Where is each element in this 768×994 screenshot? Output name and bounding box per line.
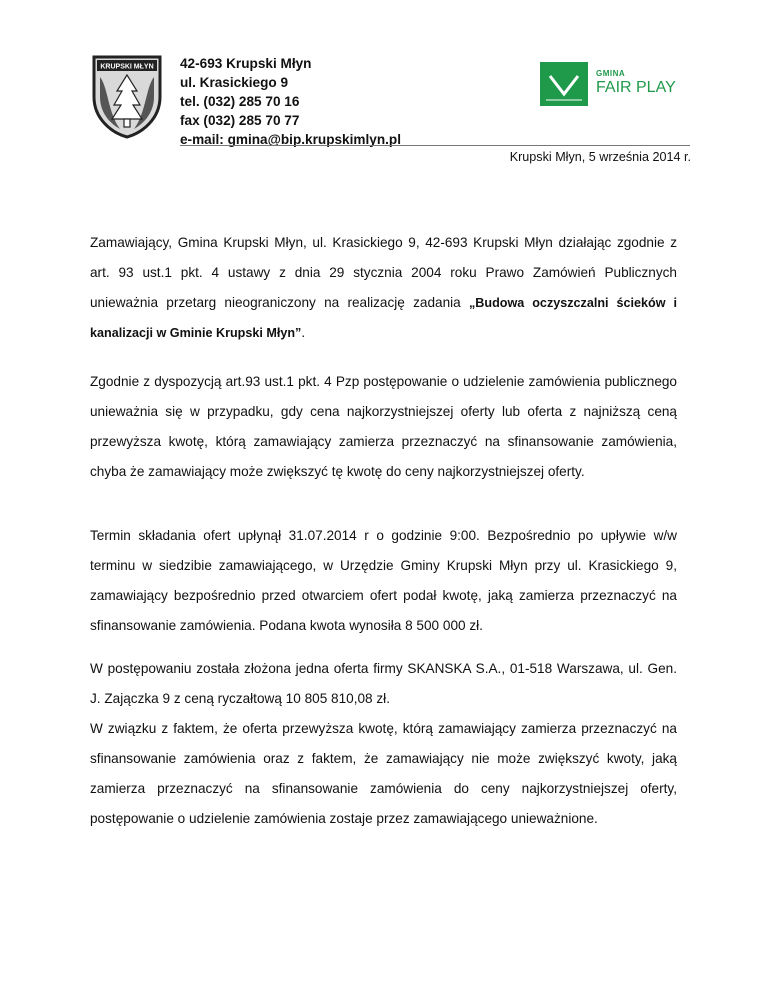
address-block (180, 54, 401, 149)
header-divider (180, 145, 690, 146)
paragraph-text: Termin składania ofert upłynął 31.07.2014 r o godzinie 9:00. Bezpośrednio po upływie w/w terminu w siedzibie zamawiającego, w Urzędzie Gminy Krupski Młyn przy ul. Krasickiego 9, zamawiający bezpośrednio przed otwarciem ofert podał kwotę, jaką zamierza przeznaczyć na sfinansowanie zamówienia. Podana kwota wynosiła 8 500 000 zł. (90, 528, 677, 633)
paragraph-legal-basis (90, 367, 677, 487)
municipality-crest-logo (90, 53, 164, 139)
address-line: 42-693 Krupski Młyn (180, 56, 312, 71)
badge-small-label: GMINA (596, 69, 626, 78)
paragraph-deadline (90, 521, 677, 641)
paragraph-text: Zgodnie z dyspozycją art.93 ust.1 pkt. 4 Pzp postępowanie o udzielenie zamówienia publicznego unieważnia się w przypadku, gdy cena najkorzystniejszej oferty lub oferta z najniższą ceną przewyższa kwotę, którą zamawiający zamierza przeznaczyć na sfinansowanie zamówienia, chyba że zamawiający może zwiększyć tę kwotę do ceny najkorzystniejszej oferty. (90, 374, 677, 479)
crest-label: KRUPSKI MŁYN (100, 63, 154, 71)
project-name: „Budowa oczyszczalni ścieków i kanalizacji w Gminie Krupski Młyn” (90, 296, 677, 340)
paragraph-end: . (301, 325, 306, 340)
fax-line: fax (032) 285 70 77 (180, 113, 300, 128)
badge-big-label: FAIR PLAY (596, 79, 676, 96)
email-line: e-mail: gmina@bip.krupskimlyn.pl (180, 132, 401, 147)
phone-line: tel. (032) 285 70 16 (180, 94, 300, 109)
paragraph-conclusion: W związku z faktem, że oferta przewyższa kwotę, którą zamawiający zamierza przeznaczyć na sfinansowanie zamówienia oraz z faktem, że zamawiający nie może zwiększyć kwoty, jaką zamierza przeznaczyć na sfinansowanie zamówienia do ceny najkorzystniejszej oferty, postępowanie o udzielenie zamówienia zostaje przez zamawiającego unieważnione. (90, 721, 677, 826)
fair-play-check-icon (540, 62, 588, 106)
address-line: ul. Krasickiego 9 (180, 75, 289, 90)
date-line: Krupski Młyn, 5 września 2014 r. (509, 150, 691, 164)
paragraph-announcement (90, 228, 677, 348)
paragraph-text: Zamawiający, Gmina Krupski Młyn, ul. Krasickiego 9, 42-693 Krupski Młyn działając zgodnie z art. 93 ust.1 pkt. 4 ustawy z dnia 29 stycznia 2004 roku Prawo Zamówień Publicznych unieważnia przetarg nieograniczony na realizację zadania (90, 235, 677, 310)
paragraph-offer (90, 654, 677, 834)
fair-play-badge (540, 62, 680, 106)
paragraph-text: W postępowaniu została złożona jedna oferta firmy SKANSKA S.A., 01-518 Warszawa, ul. Gen. J. Zajączka 9 z ceną ryczałtową 10 805 810,08 zł. (90, 661, 677, 706)
